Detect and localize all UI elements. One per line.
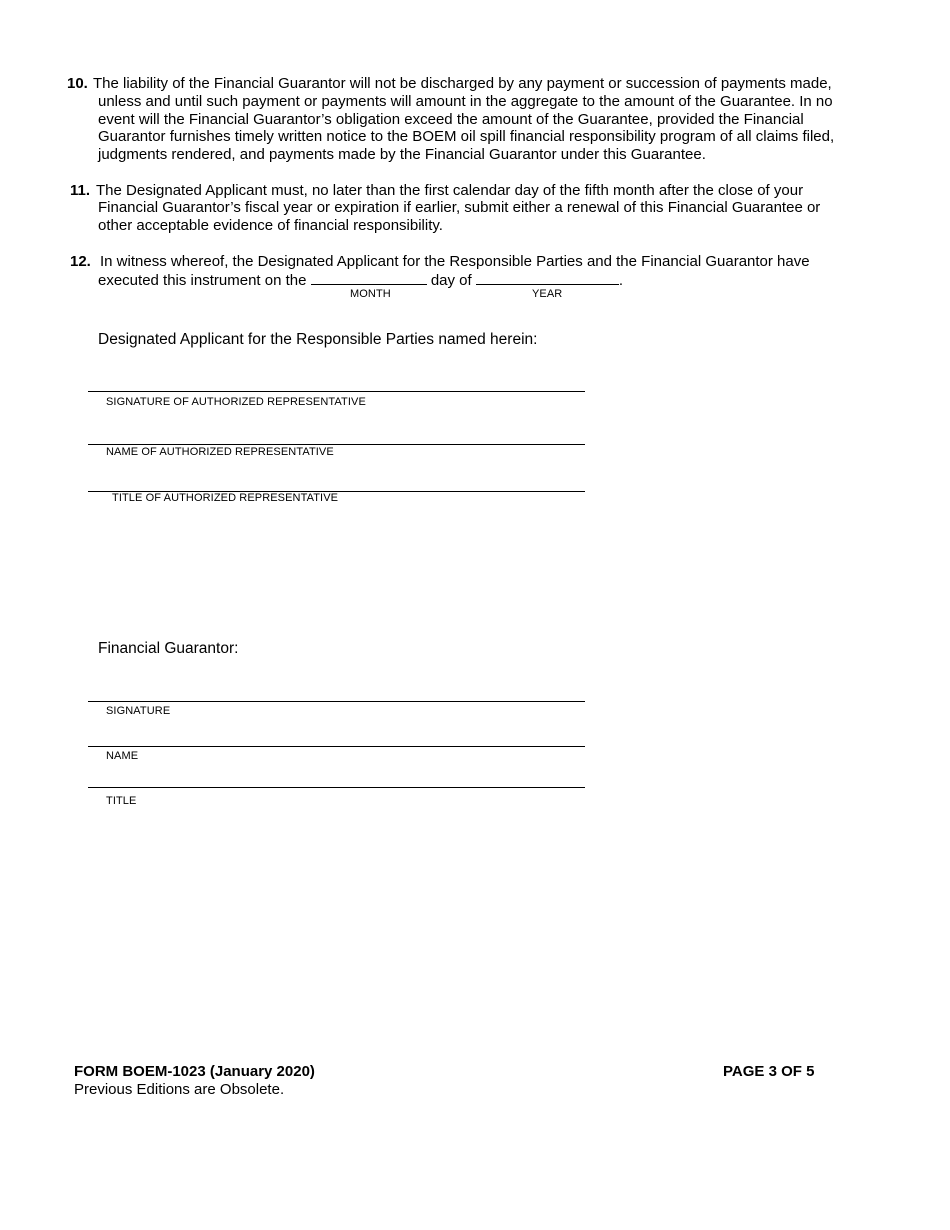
applicant-name-line[interactable] [88, 444, 585, 445]
witness-text-middle: day of [430, 272, 472, 289]
witness-date-line [98, 271, 623, 290]
clause-line: Guarantor furnishes timely written notice to the BOEM oil spill financial responsibility program of all claims filed, [98, 128, 835, 145]
month-blank[interactable] [311, 271, 427, 285]
clause-line: judgments rendered, and payments made by the Financial Guarantor under this Guarantee. [98, 146, 706, 163]
guarantor-title-label: TITLE [106, 795, 137, 807]
clause-number: 11. [70, 182, 91, 199]
witness-text-end: . [618, 272, 624, 289]
clause-line: event will the Financial Guarantor’s obligation exceed the amount of the Guarantee, provided the Financial [98, 111, 804, 128]
clause-line: Financial Guarantor’s fiscal year or expiration if earlier, submit either a renewal of this Financial Guarantee or [98, 199, 821, 216]
year-blank[interactable] [476, 271, 619, 285]
guarantor-signature-line[interactable] [88, 701, 585, 702]
applicant-signature-line[interactable] [88, 391, 585, 392]
clause-number: 10. [67, 75, 88, 92]
guarantor-signature-label: SIGNATURE [106, 705, 171, 717]
page-number: PAGE 3 OF 5 [723, 1063, 815, 1080]
guarantor-heading: Financial Guarantor: [98, 640, 239, 657]
clause-line: other acceptable evidence of financial responsibility. [98, 217, 443, 234]
applicant-title-label: TITLE OF AUTHORIZED REPRESENTATIVE [112, 492, 339, 504]
applicant-signature-label: SIGNATURE OF AUTHORIZED REPRESENTATIVE [106, 396, 366, 408]
clause-line: The Designated Applicant must, no later than the first calendar day of the fifth month after the close of your [96, 182, 804, 199]
form-edition-note: Previous Editions are Obsolete. [74, 1081, 285, 1098]
month-caption: MONTH [350, 288, 391, 300]
guarantor-title-line[interactable] [88, 787, 585, 788]
guarantor-name-line[interactable] [88, 746, 585, 747]
clause-line: In witness whereof, the Designated Applicant for the Responsible Parties and the Financial Guarantor have [100, 253, 810, 270]
clause-line: unless and until such payment or payments will amount in the aggregate to the amount of the Guarantee. In no [98, 93, 833, 110]
witness-text-before: executed this instrument on the [98, 272, 307, 289]
clause-line: The liability of the Financial Guarantor will not be discharged by any payment or succession of payments made, [93, 75, 832, 92]
form-footer [74, 1063, 315, 1099]
applicant-heading: Designated Applicant for the Responsible Parties named herein: [98, 331, 538, 348]
guarantor-name-label: NAME [106, 750, 139, 762]
clause-number: 12. [70, 253, 91, 270]
applicant-name-label: NAME OF AUTHORIZED REPRESENTATIVE [106, 446, 334, 458]
year-caption: YEAR [532, 288, 563, 300]
form-id: FORM BOEM-1023 (January 2020) [74, 1063, 315, 1080]
